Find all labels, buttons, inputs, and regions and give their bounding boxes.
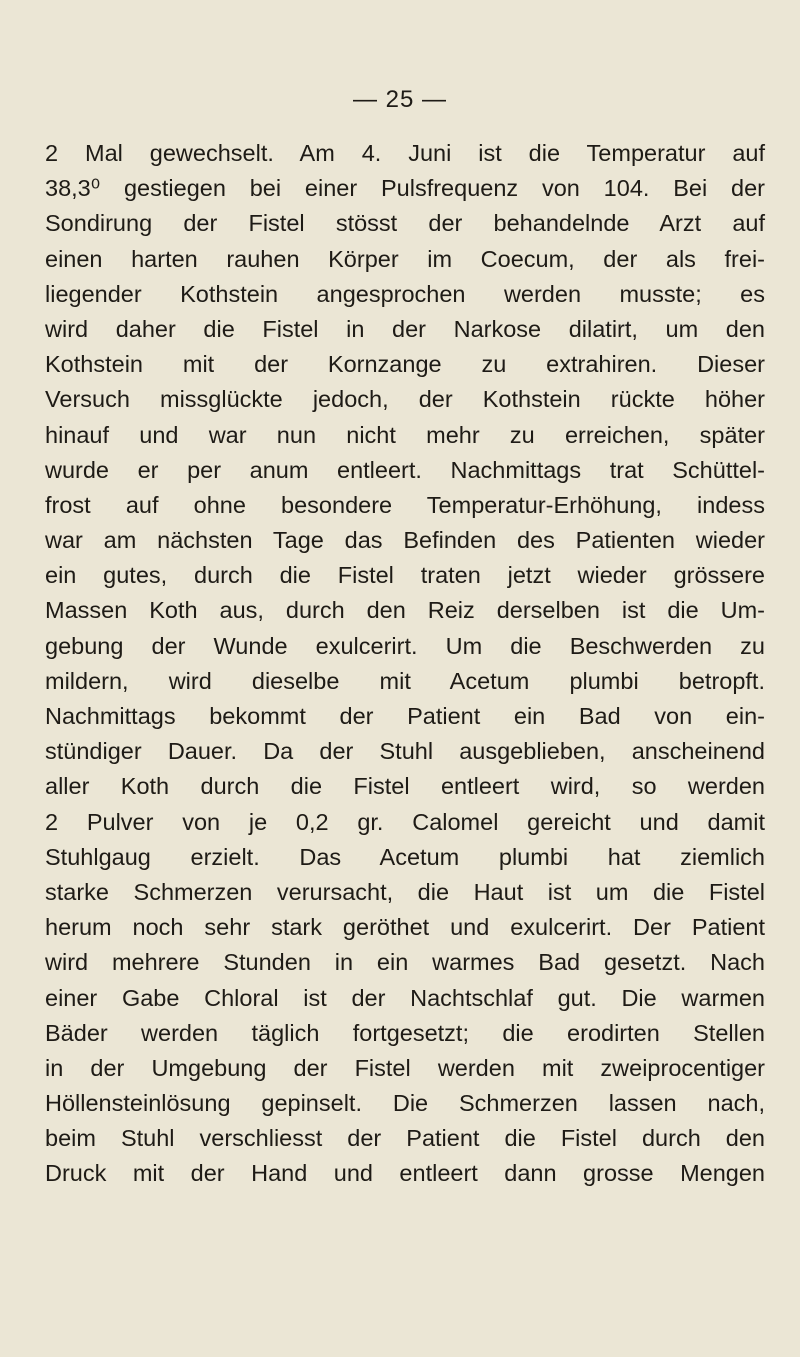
text-line: gebung der Wunde exulcerirt. Um die Beschwerden zu (45, 632, 765, 659)
text-line: mildern, wird dieselbe mit Acetum plumbi betropft. (45, 667, 765, 694)
page-number: — 25 — (352, 86, 448, 113)
text-line: Versuch missglückte jedoch, der Kothstein rückte höher (45, 386, 765, 413)
text-line: einer Gabe Chloral ist der Nachtschlaf gut. Die warmen (45, 984, 765, 1011)
text-line: wird mehrere Stunden in ein warmes Bad gesetzt. Nach (45, 949, 765, 976)
text-line: Nachmittags bekommt der Patient ein Bad von ein- (45, 703, 765, 729)
text-line: Höllensteinlösung gepinselt. Die Schmerzen lassen nach, (45, 1090, 765, 1117)
text-line: beim Stuhl verschliesst der Patient die Fistel durch den (45, 1125, 765, 1152)
text-line: 2 Mal gewechselt. Am 4. Juni ist die Temperatur auf (45, 140, 765, 166)
text-line: herum noch sehr stark geröthet und exulcerirt. Der Patient (45, 914, 765, 941)
text-line: einen harten rauhen Körper im Coecum, der als frei- (45, 245, 765, 272)
text-line: liegender Kothstein angesprochen werden musste; es (45, 280, 765, 307)
text-line: war am nächsten Tage das Befinden des Patienten wieder (45, 527, 765, 554)
text-line: wurde er per anum entleert. Nachmittags trat Schüttel- (45, 456, 765, 483)
text-line: wird daher die Fistel in der Narkose dilatirt, um den (45, 315, 765, 342)
text-line: aller Koth durch die Fistel entleert wird, so werden (45, 773, 765, 800)
text-line: Bäder werden täglich fortgesetzt; die erodirten Stellen (45, 1019, 765, 1046)
text-line: Druck mit der Hand und entleert dann grosse Mengen (45, 1160, 765, 1187)
text-line: ein gutes, durch die Fistel traten jetzt wieder grössere (45, 562, 765, 589)
text-line: starke Schmerzen verursacht, die Haut ist um die Fistel (45, 878, 765, 905)
text-line: Sondirung der Fistel stösst der behandelnde Arzt auf (45, 210, 765, 237)
text-line: stündiger Dauer. Da der Stuhl ausgeblieben, anscheinend (45, 738, 765, 765)
text-line: in der Umgebung der Fistel werden mit zweiprocentiger (45, 1054, 765, 1081)
text-line: hinauf und war nun nicht mehr zu erreichen, später (45, 421, 765, 448)
text-line: Kothstein mit der Kornzange zu extrahiren. Dieser (45, 351, 765, 378)
text-line: 38,3⁰ gestiegen bei einer Pulsfrequenz von 104. Bei der (45, 175, 765, 202)
body-text (45, 136, 765, 1192)
text-line: Massen Koth aus, durch den Reiz derselben ist die Um- (45, 597, 765, 624)
text-line: 2 Pulver von je 0,2 gr. Calomel gereicht und damit (45, 808, 765, 835)
text-line: Stuhlgaug erzielt. Das Acetum plumbi hat ziemlich (45, 843, 765, 870)
text-line: frost auf ohne besondere Temperatur-Erhöhung, indess (45, 491, 765, 518)
